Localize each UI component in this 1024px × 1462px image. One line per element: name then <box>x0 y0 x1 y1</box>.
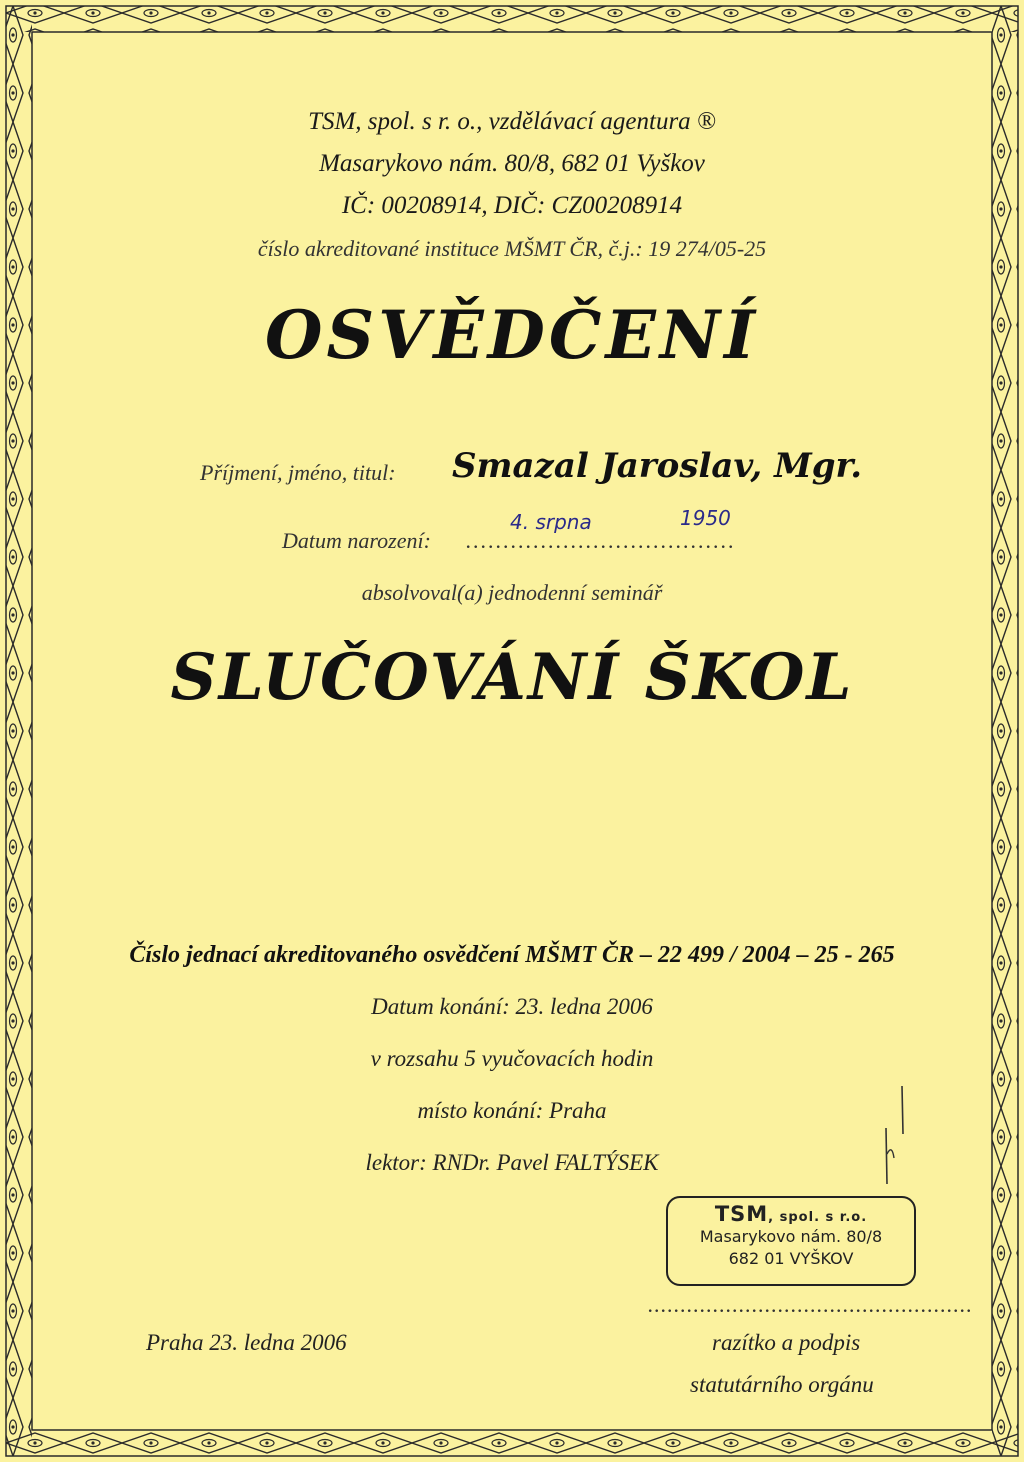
event-lecturer: lektor: RNDr. Pavel FALTÝSEK <box>365 1150 659 1175</box>
birth-date-handwritten-day: 4. srpna <box>510 510 592 534</box>
certificate-title: OSVĚDČENÍ <box>265 296 759 374</box>
issuer-ids: IČ: 00208914, DIČ: CZ00208914 <box>341 192 683 219</box>
birth-date-label: Datum narození: <box>282 528 431 553</box>
birth-date-dots: .................................... <box>466 528 736 553</box>
birth-date-handwritten-year: 1950 <box>680 506 731 530</box>
name-label: Příjmení, jméno, titul: <box>200 460 396 485</box>
handwritten-signature <box>872 1084 912 1194</box>
event-scope: v rozsahu 5 vyučovacích hodin <box>370 1046 654 1071</box>
completed-text: absolvoval(a) jednodenní seminář <box>361 580 663 605</box>
accreditation-reference: Číslo jednací akreditovaného osvědčení MŠMT ČR – 22 499 / 2004 – 25 - 265 <box>129 942 895 968</box>
issue-place-date: Praha 23. ledna 2006 <box>146 1330 347 1355</box>
issuer-name: TSM, spol. s r. o., vzdělávací agentura ® <box>308 108 716 135</box>
stamp-company: TSM <box>714 1202 769 1226</box>
issuer-address: Masarykovo nám. 80/8, 682 01 Vyškov <box>319 150 705 177</box>
signature-line: .................................................. <box>648 1292 973 1317</box>
signature-label-line1: razítko a podpis <box>712 1330 861 1355</box>
stamp-street: Masarykovo nám. 80/8 <box>699 1227 883 1246</box>
holder-name: Smazal Jaroslav, Mgr. <box>452 446 863 486</box>
company-stamp <box>666 1196 916 1286</box>
event-place: místo konání: Praha <box>417 1098 607 1123</box>
issuer-accreditation: číslo akreditované instituce MŠMT ČR, č.j.: 19 274/05-25 <box>257 236 767 261</box>
event-date: Datum konání: 23. ledna 2006 <box>371 994 653 1019</box>
course-title: SLUČOVÁNÍ ŠKOL <box>170 640 854 715</box>
stamp-company-suffix: , spol. s r.o. <box>768 1210 868 1225</box>
signature-label-line2: statutárního orgánu <box>690 1372 874 1397</box>
stamp-city: 682 01 VYŠKOV <box>728 1249 854 1268</box>
